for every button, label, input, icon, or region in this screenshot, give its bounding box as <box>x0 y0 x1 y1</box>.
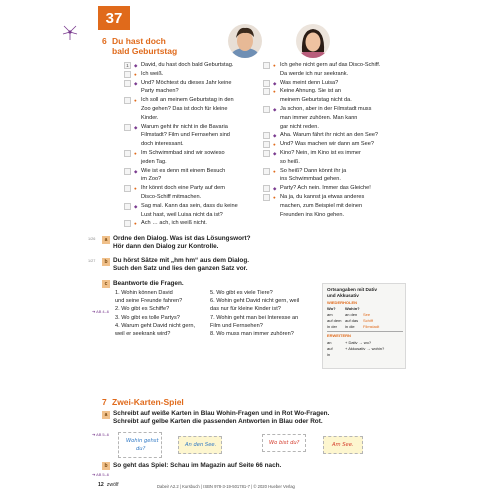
dialog-left-line: Und? Möchtest du dieses Jahr keine <box>141 79 232 86</box>
dialog-left-line: Ach … ach, ich weiß nicht. <box>141 220 207 227</box>
page-badge <box>98 6 130 30</box>
question-line: das nur für kleine Kinder ist? <box>210 306 281 313</box>
grammar-cell: in die <box>345 324 355 329</box>
dialog-right-marker-box <box>263 194 270 201</box>
ex7a-workbook-ref: ➔ AB 5–6 <box>92 432 109 437</box>
grammar-cell: Filmstadt <box>363 324 380 329</box>
card-wohin-question <box>118 432 162 458</box>
dialog-left-line: Ich weiß. <box>141 70 164 77</box>
section7-number: 7 <box>102 397 107 407</box>
dialog-left <box>124 62 264 232</box>
questions-right <box>210 290 320 340</box>
dialog-right-line: Aha. Warum fährt ihr nicht an den See? <box>280 132 379 139</box>
section6-title <box>112 36 177 56</box>
dialog-left-line: Sag mal. Kann das sein, dass du keine <box>141 202 238 209</box>
question-line: 5. Wo gibt es viele Tiere? <box>210 290 273 296</box>
questions-left <box>115 290 210 340</box>
dialog-left-line: Party machen? <box>141 88 179 95</box>
dialog-right-marker-box <box>263 106 270 113</box>
ex7a-letter: a <box>102 411 110 419</box>
question-line: 1. Wohin können David <box>115 290 173 296</box>
footer-page-word: zwölf <box>106 482 119 488</box>
dialog-right-line: machen, zum Beispiel mit deinen <box>280 202 363 209</box>
question-line: 2. Wo gibt es Schiffe? <box>115 306 170 313</box>
grammar-title <box>327 287 377 298</box>
card4-text: Am See. <box>332 442 354 448</box>
avatar-boy <box>228 24 262 58</box>
question-line: und seine Freunde fahren? <box>115 298 183 305</box>
grammar-extend-head: ERWEITERN <box>327 333 351 338</box>
grammar-cell: auf dem <box>327 318 342 323</box>
dialog-right-line: Ich gehe nicht gern auf das Disco-Schiff. <box>280 62 381 68</box>
dialog-right-line: Da werde ich nur seekrank. <box>280 70 349 77</box>
ex7a-workbook-ref-text: AB 5–6 <box>96 432 109 437</box>
dialog-right-bullet: ● <box>273 63 276 68</box>
dialog-left-line: Warum geht ihr nicht in die Bavaria <box>141 123 228 130</box>
dialog-left-line: Kinder. <box>141 114 159 121</box>
dialog-left-bullet: ● <box>134 186 137 192</box>
dialog-left-line: David, du hast doch bald Geburtstag. <box>141 62 234 68</box>
question-line: Film und Fernsehen? <box>210 322 263 329</box>
dialog-left-bullet: ◆ <box>134 203 138 209</box>
ex6a-line2: Hör dann den Dialog zur Kontrolle. <box>113 243 219 251</box>
dialog-left-line: jeden Tag. <box>141 158 167 165</box>
section6-title-line1: Du hast doch <box>112 36 166 46</box>
dialog-left-marker-box <box>124 220 131 227</box>
dialog-right-bullet: ● <box>273 89 276 95</box>
dialog-right-marker-box <box>263 141 270 148</box>
avatar-girl <box>296 24 330 58</box>
grammar-ext-cell: auf <box>327 346 333 351</box>
dialog-left-marker-box <box>124 124 131 131</box>
ex6a-letter: a <box>102 236 110 244</box>
dialog-right-marker-box <box>263 185 270 192</box>
dialog-right-line: man immer zuhören. Man kann <box>280 114 358 121</box>
footer-page <box>98 482 119 488</box>
dialog-right-bullet: ◆ <box>273 80 277 86</box>
dialog-right-bullet: ● <box>273 195 276 200</box>
card2-text: An den See. <box>185 442 217 448</box>
dialog-left-marker: 1 <box>124 62 131 69</box>
dialog-right-marker-box <box>263 80 270 87</box>
ex6a-audio-ref: 1/26 <box>88 237 96 241</box>
dialog-right-marker-box <box>263 62 270 69</box>
dialog-right-line: gar nicht reden. <box>280 123 319 130</box>
ex6c-letter: c <box>102 280 110 288</box>
ex7b-workbook-ref-text: AB 5–6 <box>96 472 109 477</box>
section7-title: Zwei-Karten-Spiel <box>112 397 184 407</box>
dialog-left-bullet: ◆ <box>134 80 138 86</box>
dialog-right-bullet: ◆ <box>273 151 277 156</box>
dialog-right-line: meinem Geburtstag nicht da. <box>280 97 352 104</box>
dialog-right-line: Kino? Nein, im Kino ist es immer <box>280 150 361 156</box>
dialog-left-line: Filmstadt? Film und Fernsehen sind <box>141 132 230 139</box>
dialog-right-line: Freunden ins Kino gehen. <box>280 211 345 218</box>
dialog-left-bullet: ◆ <box>134 63 138 68</box>
dialog-right-bullet: ◆ <box>273 133 277 139</box>
dialog-right-line: Ja schon, aber in der Filmstadt muss <box>280 106 372 112</box>
dialog-right-marker-box <box>263 132 270 139</box>
dialog-right-line: Und? Was machen wir dann am See? <box>280 141 375 148</box>
dialog-right-bullet: ◆ <box>273 186 277 192</box>
grammar-ext-cell: an <box>327 340 332 345</box>
grammar-repeat-head: WIEDERHOLEN <box>327 300 357 305</box>
section6-title-line2: bald Geburtstag <box>112 46 178 56</box>
card3-text: Wo bist du? <box>269 440 300 446</box>
ex6b-line1: Du hörst Sätze mit „hm hm“ aus dem Dialog. <box>113 257 249 264</box>
ex6c-workbook-ref-text: AB 4–6 <box>96 309 109 314</box>
dialog-left-marker-box <box>124 168 131 175</box>
dialog-left-bullet: ● <box>134 98 137 104</box>
dandelion-icon <box>60 23 80 41</box>
grammar-title-line1: Ortsangaben mit Dativ <box>327 287 378 292</box>
dialog-left-line: Ihr könnt doch eine Party auf dem <box>141 185 225 192</box>
dialog-left-line: Wie ist es denn mit einem Besuch <box>141 167 226 174</box>
dialog-left-line: Ich soll an meinem Geburtstag in den <box>141 97 234 104</box>
dialog-left-line: Zoo gehen? Das ist doch für kleine <box>141 106 228 112</box>
card1-line2: du? <box>136 446 146 452</box>
card-am-see <box>323 436 363 454</box>
dialog-right-line: so heiß. <box>280 158 300 165</box>
ex7a-instruction <box>113 410 329 426</box>
dialog-left-marker-box <box>124 71 131 78</box>
dialog-left-bullet: ◆ <box>134 168 138 174</box>
dialog-right-line: So heiß? Dann könnt ihr ja <box>280 167 347 174</box>
dialog-left-marker-box <box>124 203 131 210</box>
dialog-left-marker-box <box>124 97 131 104</box>
dialog-left-line: im Zoo? <box>141 176 162 183</box>
grammar-divider <box>327 331 403 332</box>
question-line: 7. Wohin geht man bei Interesse an <box>210 314 299 321</box>
card-an-den-see <box>178 436 222 454</box>
dialog-right-bullet: ● <box>273 168 276 174</box>
ex7b-letter: b <box>102 462 110 470</box>
grammar-title-line2: und Akkusativ <box>327 292 359 298</box>
page-badge-number: 37 <box>105 9 123 27</box>
ex7a-line2: Schreibt auf gelbe Karten die passenden Antworten in Blau oder Rot. <box>113 418 323 426</box>
dialog-right-bullet: ◆ <box>273 107 277 112</box>
dialog-left-line: Im Schwimmbad sind wir sowieso <box>141 150 225 156</box>
dialog-right-marker-box <box>263 168 270 175</box>
footer-page-number: 12 <box>98 482 104 488</box>
grammar-cell: an den <box>345 312 358 317</box>
dialog-right-line: Was meint denn Luisa? <box>280 79 339 86</box>
grammar-col2-head: Wohin? <box>345 306 360 311</box>
ex6b-line2: Such den Satz und lies den ganzen Satz vor. <box>113 265 248 273</box>
dialog-right-line: Keine Ahnung. Sie ist an <box>280 88 341 95</box>
dialog-left-marker-box <box>124 185 131 192</box>
dialog-right-line: Party? Ach nein. Immer das Gleiche! <box>280 185 371 192</box>
question-line: 3. Wo gibt es tolle Partys? <box>115 314 180 321</box>
grammar-box <box>322 283 406 369</box>
dialog-left-bullet: ● <box>134 71 137 77</box>
grammar-cell: in der <box>327 324 338 329</box>
dialog-left-bullet: ◆ <box>134 124 138 130</box>
footer-info: Dabei! A2.2 | Kursbuch | ISBN 978-3-19-501781-7 | © 2020 Hueber Verlag <box>157 484 295 489</box>
ex6c-workbook-ref: ➔ AB 4–6 <box>92 309 109 314</box>
dialog-left-bullet: ● <box>134 221 137 227</box>
ex7b-instruction: So geht das Spiel: Schau im Magazin auf Seite 66 nach. <box>113 462 282 469</box>
grammar-cell: Schiff <box>363 318 373 323</box>
grammar-col1-head: Wo? <box>327 306 336 311</box>
ex6a-line1: Ordne den Dialog. Was ist das Lösungswort? <box>113 235 251 242</box>
dialog-right <box>263 62 423 232</box>
dialog-left-line: doch interessant. <box>141 141 184 148</box>
grammar-cell: auf das <box>345 318 359 323</box>
ex6b-audio-ref: 1/27 <box>88 259 96 263</box>
dialog-right-marker-box <box>263 150 270 157</box>
ex7a-line1: Schreibt auf weiße Karten in Blau Wohin-Fragen und in Rot Wo-Fragen. <box>113 410 330 417</box>
dialog-left-line: Disco-Schiff mitmachen. <box>141 194 202 200</box>
ex6b-letter: b <box>102 258 110 266</box>
grammar-cell: am <box>327 312 333 317</box>
dialog-left-marker-box <box>124 150 131 157</box>
dialog-right-line: ins Schwimmbad gehen. <box>280 176 341 183</box>
dialog-right-marker-box <box>263 88 270 95</box>
question-line: 8. Wo muss man immer zuhören? <box>210 331 294 337</box>
grammar-cell: See <box>363 312 371 317</box>
ex7b-workbook-ref: ➔ AB 5–6 <box>92 472 109 477</box>
question-line: 6. Wohin geht David nicht gern, weil <box>210 298 300 305</box>
grammar-ext-cell: in <box>327 352 331 357</box>
section6-number: 6 <box>102 36 107 46</box>
question-line: 4. Warum geht David nicht gern, <box>115 322 196 329</box>
dialog-left-marker-box <box>124 80 131 87</box>
dialog-left-line: Lust hast, weil Luisa nicht da ist? <box>141 211 223 218</box>
card1-line1: Wohin gehst <box>126 438 159 444</box>
ex6b-instruction <box>113 257 249 273</box>
ex6a-instruction <box>113 235 251 251</box>
dialog-left-bullet: ● <box>134 151 137 156</box>
dialog-right-line: Na ja, du kannst ja etwas anderes <box>280 194 365 200</box>
grammar-ext-cell: + Akkusativ → wohin? <box>345 346 385 351</box>
question-line: weil er seekrank wird? <box>115 331 171 337</box>
grammar-ext-cell: + Dativ → wo? <box>345 340 372 345</box>
card-wo-question <box>262 434 306 452</box>
dialog-right-bullet: ● <box>273 142 276 148</box>
ex6c-instruction: Beantworte die Fragen. <box>113 280 184 287</box>
